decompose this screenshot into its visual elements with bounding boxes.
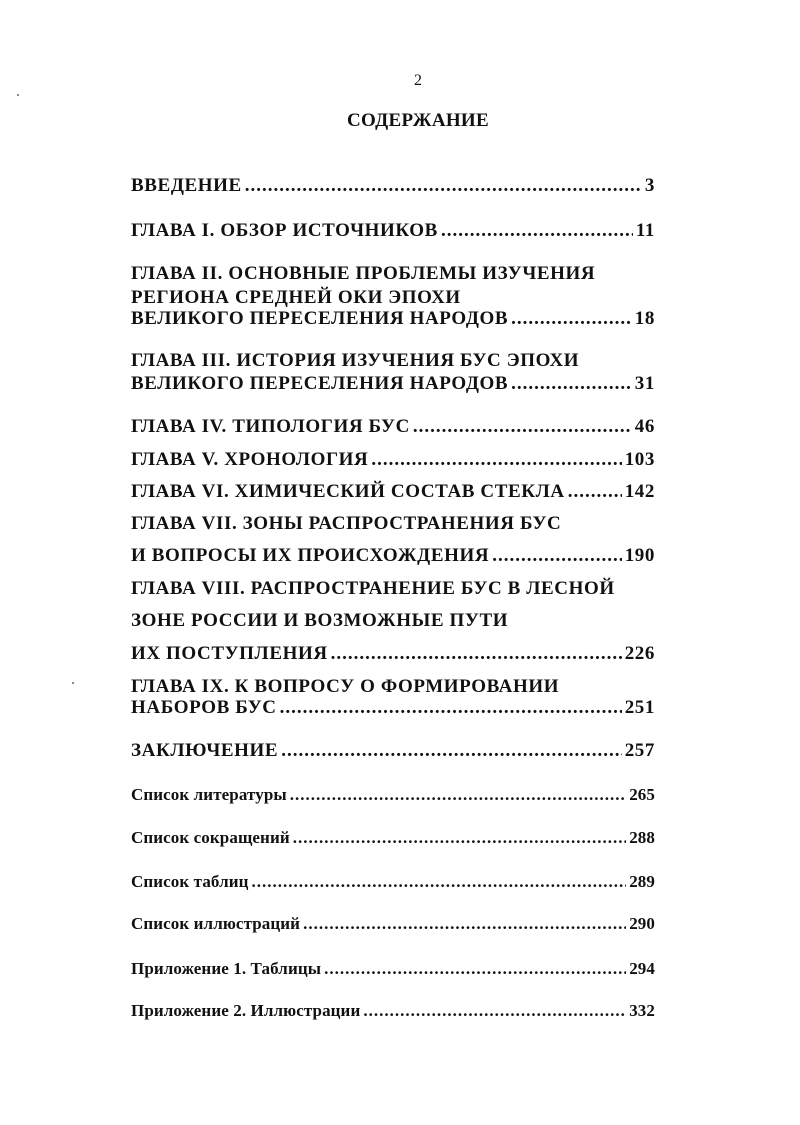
toc-entry-title: ГЛАВА VIII. РАСПРОСТРАНЕНИЕ БУС В ЛЕСНОЙ	[131, 578, 615, 599]
toc-entry-title: ГЛАВА IV. ТИПОЛОГИЯ БУС	[131, 416, 410, 437]
dot-leader	[280, 698, 622, 717]
toc-entry-line	[131, 264, 655, 283]
toc-entry-title: Список литературы	[131, 785, 287, 804]
toc-page-number: 142	[624, 481, 655, 502]
toc-entry[interactable]	[131, 873, 655, 890]
toc-entry[interactable]	[131, 417, 655, 436]
dot-leader	[441, 221, 633, 240]
toc-entry-title: И ВОПРОСЫ ИХ ПРОИСХОЖДЕНИЯ	[131, 545, 490, 566]
toc-entry-title: Приложение 2. Иллюстрации	[131, 1001, 361, 1020]
toc-entry-line	[131, 579, 655, 598]
toc-page-number: 31	[634, 373, 655, 394]
dot-leader	[413, 417, 632, 436]
toc-entry-line	[131, 514, 655, 533]
toc-entry-title: ГЛАВА III. ИСТОРИЯ ИЗУЧЕНИЯ БУС ЭПОХИ	[131, 350, 580, 371]
toc-entry[interactable]	[131, 309, 655, 328]
toc-entry[interactable]	[131, 482, 655, 501]
toc-entry[interactable]	[131, 374, 655, 393]
toc-entry[interactable]	[131, 546, 655, 565]
toc-entry-title: ГЛАВА I. ОБЗОР ИСТОЧНИКОВ	[131, 220, 438, 241]
toc-entry[interactable]	[131, 741, 655, 760]
dot-leader	[293, 829, 626, 846]
toc-page-number: 288	[629, 828, 655, 847]
toc-entry-title: Список иллюстраций	[131, 914, 301, 933]
dot-leader	[331, 644, 622, 663]
toc-page-number: 294	[629, 959, 655, 978]
dot-leader	[281, 741, 621, 760]
page-title: СОДЕРЖАНИЕ	[347, 110, 489, 131]
toc-page-number: 265	[629, 785, 655, 804]
toc-entry[interactable]	[131, 960, 655, 977]
toc-entry-title: ГЛАВА IX. К ВОПРОСУ О ФОРМИРОВАНИИ	[131, 676, 560, 697]
toc-page-number: 290	[629, 914, 655, 933]
toc-entry[interactable]	[131, 1002, 655, 1019]
toc-page-number: 251	[624, 697, 655, 718]
toc-entry[interactable]	[131, 698, 655, 717]
toc-page-number: 226	[624, 643, 655, 664]
toc-page-number: 332	[629, 1001, 655, 1020]
toc-entry-title: Приложение 1. Таблицы	[131, 959, 322, 978]
toc-entry-title: ГЛАВА VI. ХИМИЧЕСКИЙ СОСТАВ СТЕКЛА	[131, 481, 565, 502]
dot-leader	[511, 374, 632, 393]
toc-entry-title: Список сокращений	[131, 828, 290, 847]
toc-entry-line	[131, 288, 655, 307]
scan-speck	[17, 94, 19, 96]
dot-leader	[568, 482, 622, 501]
toc-entry-title: НАБОРОВ БУС	[131, 697, 277, 718]
toc-page-number: 103	[624, 449, 655, 470]
toc-entry-title: ИХ ПОСТУПЛЕНИЯ	[131, 643, 328, 664]
toc-entry-title: ВЕЛИКОГО ПЕРЕСЕЛЕНИЯ НАРОДОВ	[131, 373, 509, 394]
dot-leader	[324, 960, 626, 977]
dot-leader	[511, 309, 632, 328]
toc-entry[interactable]	[131, 176, 655, 195]
toc-entry-title: ГЛАВА VII. ЗОНЫ РАСПРОСТРАНЕНИЯ БУС	[131, 513, 562, 534]
scan-speck	[72, 682, 74, 684]
toc-entry[interactable]	[131, 915, 655, 932]
toc-page-number: 289	[629, 872, 655, 891]
dot-leader	[290, 786, 626, 803]
toc-entry-title: РЕГИОНА СРЕДНЕЙ ОКИ ЭПОХИ	[131, 287, 461, 308]
toc-entry[interactable]	[131, 786, 655, 803]
toc-entry[interactable]	[131, 829, 655, 846]
toc-entry-line	[131, 611, 655, 630]
dot-leader	[303, 915, 626, 932]
page-number: 2	[414, 72, 422, 89]
dot-leader	[492, 546, 622, 565]
toc-page-number: 11	[635, 220, 655, 241]
toc-entry[interactable]	[131, 450, 655, 469]
dot-leader	[252, 873, 627, 890]
toc-entry-title: ВВЕДЕНИЕ	[131, 175, 242, 196]
dot-leader	[363, 1002, 626, 1019]
toc-entry-title: ГЛАВА II. ОСНОВНЫЕ ПРОБЛЕМЫ ИЗУЧЕНИЯ	[131, 263, 596, 284]
toc-entry-title: ВЕЛИКОГО ПЕРЕСЕЛЕНИЯ НАРОДОВ	[131, 308, 509, 329]
toc-entry[interactable]	[131, 644, 655, 663]
toc-entry-line	[131, 677, 655, 696]
dot-leader	[371, 450, 621, 469]
toc-entry-title: ЗОНЕ РОССИИ И ВОЗМОЖНЫЕ ПУТИ	[131, 610, 509, 631]
toc-entry[interactable]	[131, 221, 655, 240]
toc-page-number: 3	[644, 175, 655, 196]
toc-page-number: 46	[634, 416, 655, 437]
dot-leader	[245, 176, 642, 195]
toc-entry-title: Список таблиц	[131, 872, 249, 891]
toc-page-number: 257	[624, 740, 655, 761]
toc-page-number: 190	[624, 545, 655, 566]
toc-entry-title: ЗАКЛЮЧЕНИЕ	[131, 740, 279, 761]
toc-page-number: 18	[634, 308, 655, 329]
toc-entry-title: ГЛАВА V. ХРОНОЛОГИЯ	[131, 449, 369, 470]
toc-entry-line	[131, 351, 655, 370]
